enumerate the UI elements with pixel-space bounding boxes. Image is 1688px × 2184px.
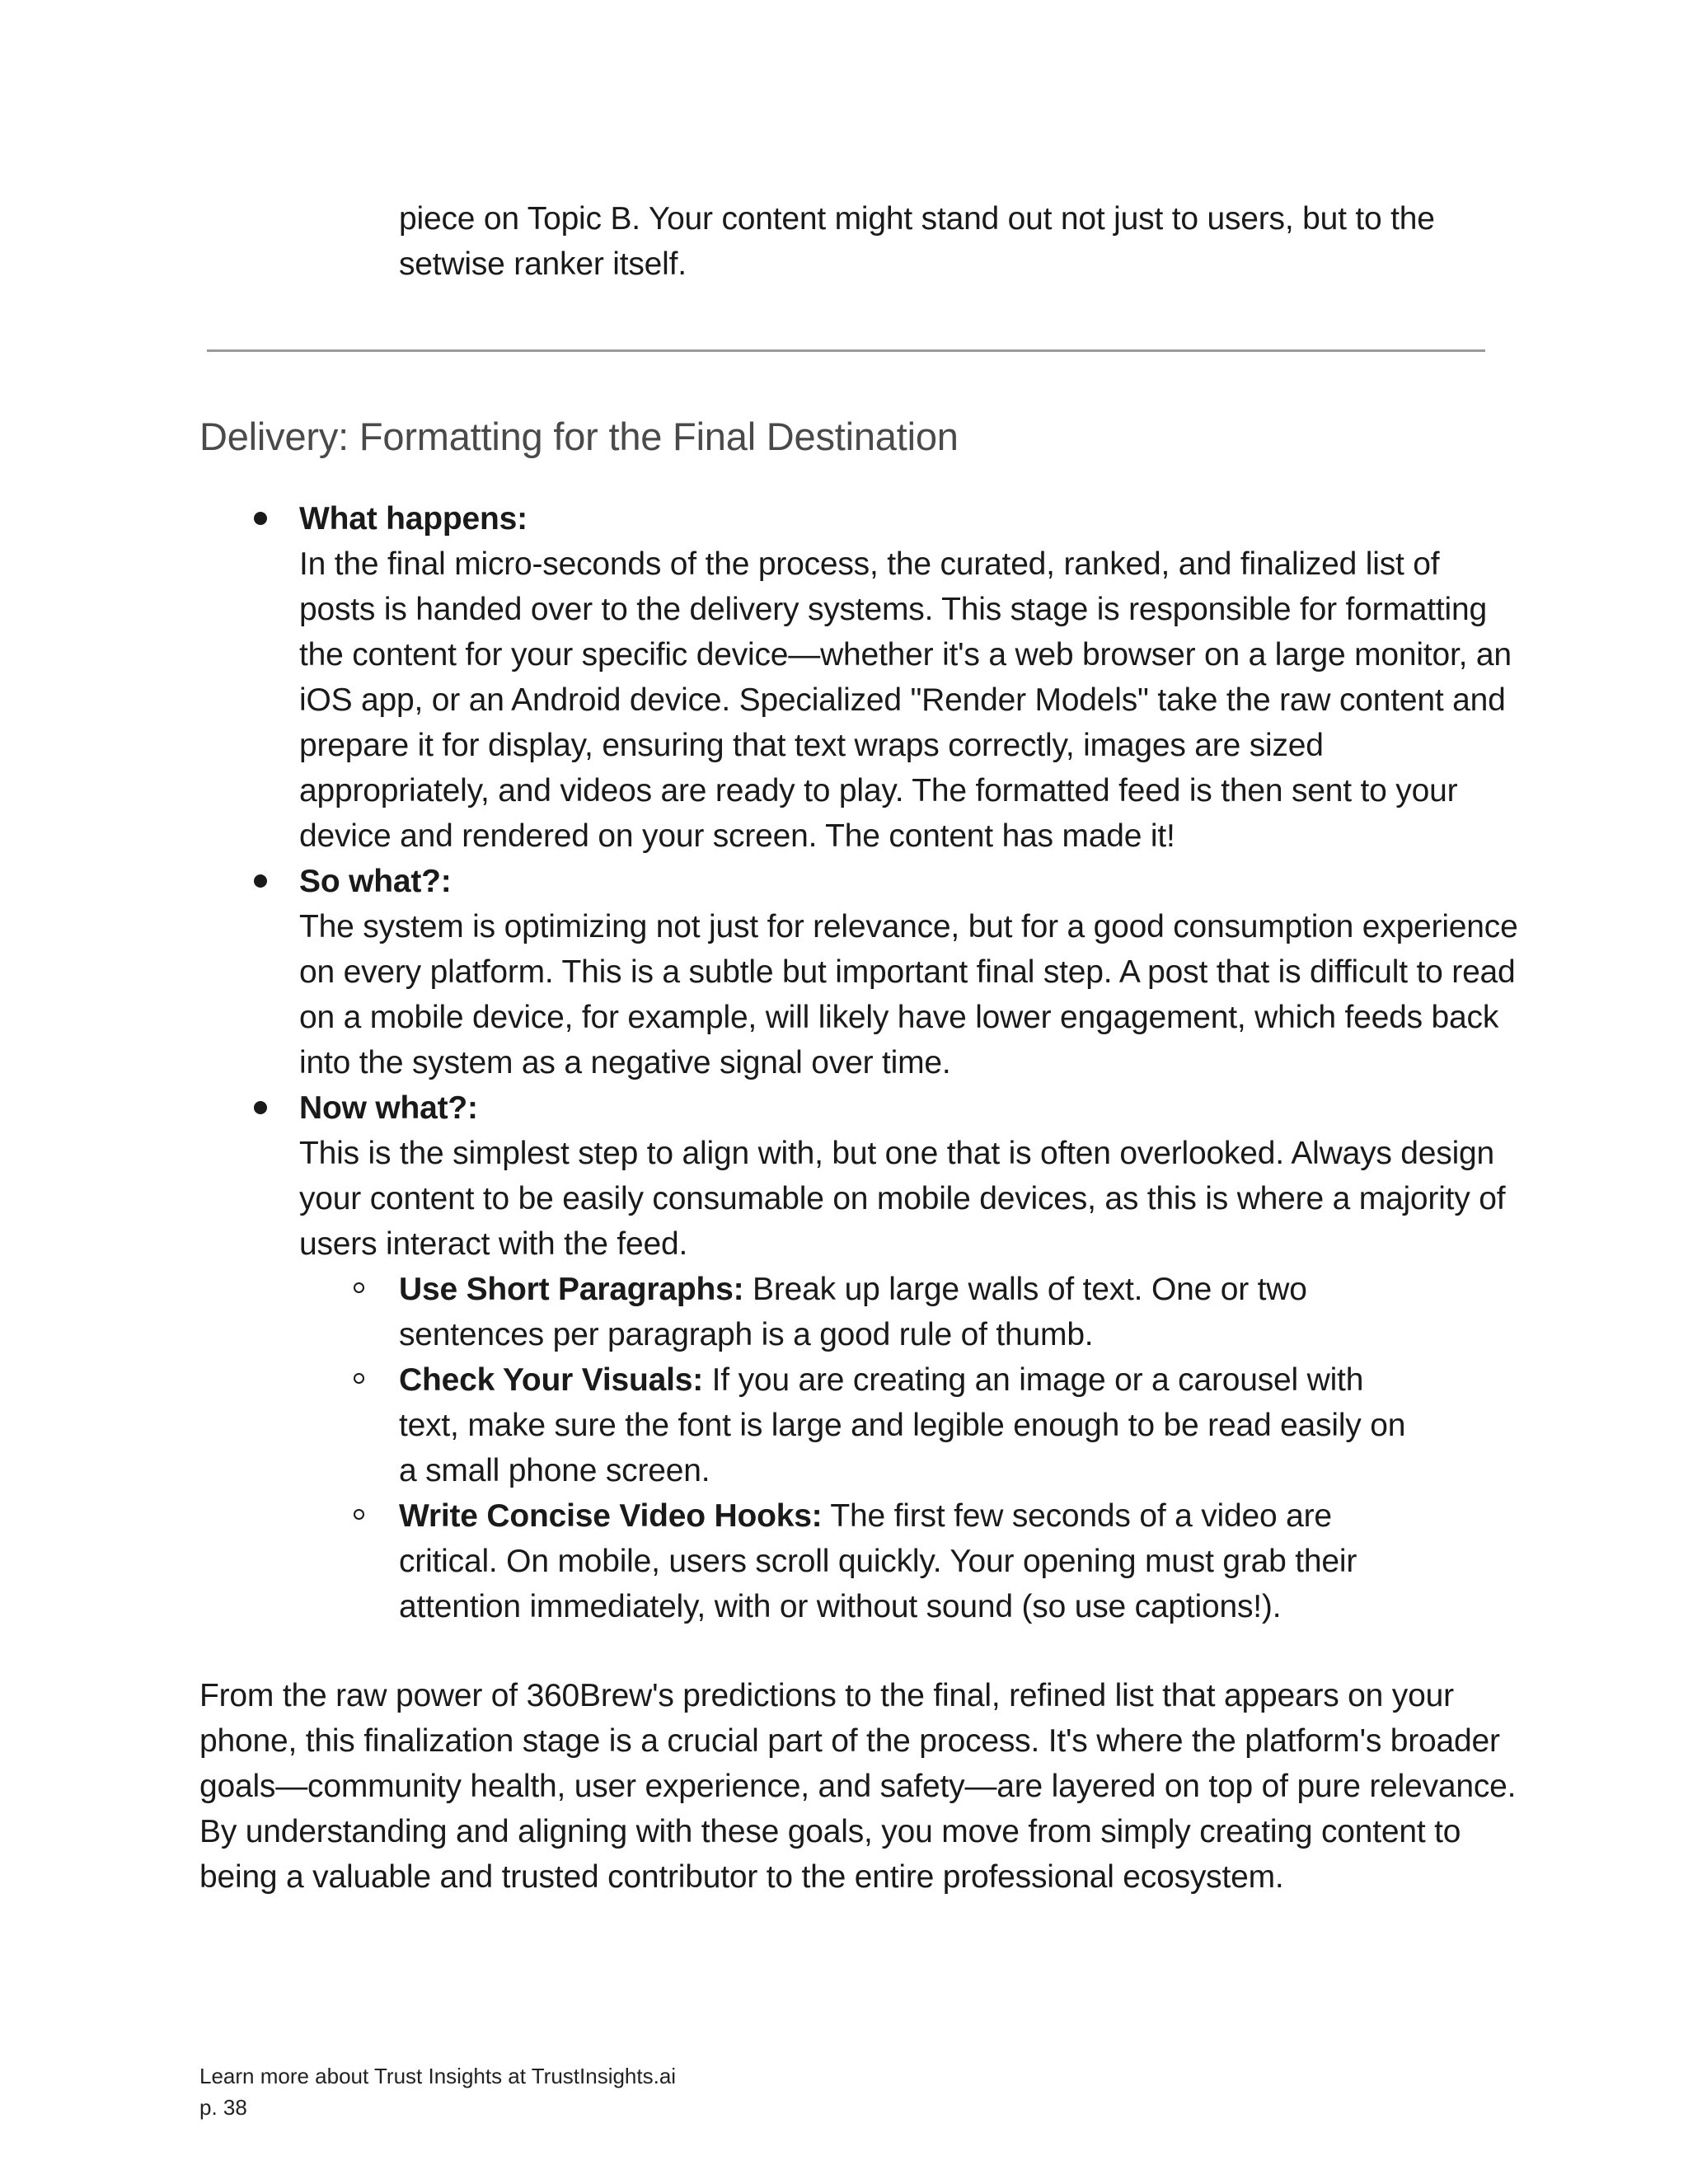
section-heading: Delivery: Formatting for the Final Destination (199, 415, 959, 458)
sub-bullet-video-hooks (299, 1493, 1413, 1629)
sub-bullet-circle-icon (354, 1373, 364, 1384)
sub-bullet-circle-icon (354, 1509, 364, 1520)
sub-bullet-check-visuals (299, 1357, 1413, 1493)
bullet-label: What happens: (299, 501, 528, 537)
bullet-so-what (199, 859, 1518, 1085)
sub-bullet-label: Check Your Visuals: (399, 1362, 704, 1398)
bullet-body: This is the simplest step to align with, but one that is often overlooked. Always design your content to be easily consumable on mobile devices, as this is where a majority of users interact with the feed. (299, 1136, 1506, 1262)
sub-bullet-list (299, 1267, 1518, 1629)
bullet-dot-icon (254, 874, 267, 888)
footer-tagline: Learn more about Trust Insights at TrustInsights.ai (199, 2064, 677, 2088)
page-footer (199, 2060, 676, 2123)
bullet-label: So what?: (299, 864, 452, 899)
sub-bullet-text: Break up large walls of text. One or two sentences per paragraph is a good rule of thumb. (399, 1272, 1307, 1352)
sub-bullet-label: Write Concise Video Hooks: (399, 1498, 823, 1534)
bullet-now-what (199, 1085, 1518, 1629)
bullet-body: In the final micro-seconds of the process, the curated, ranked, and finalized list of posts is handed over to the delivery systems. This stage is responsible for formatting the content for your specific device—whether it's a web browser on a large monitor, an iOS app, or an Android device. Specialized "Render Models" take the raw content and prepare it for display, ensuring that text wraps correctly, images are sized appropriately, and videos are ready to play. The formatted feed is then sent to your device and rendered on your screen. The content has made it! (299, 546, 1512, 854)
bullet-dot-icon (254, 512, 267, 525)
bullet-label: Now what?: (299, 1090, 478, 1126)
sub-bullet-text: The first few seconds of a video are critical. On mobile, users scroll quickly. Your opening must grab their attention immediately, with or without sound (so use captions!). (399, 1498, 1357, 1624)
bullet-list (199, 496, 1518, 1629)
bullet-body: The system is optimizing not just for relevance, but for a good consumption experience on every platform. This is a subtle but important final step. A post that is difficult to read on a mobile device, for example, will likely have lower engagement, which feeds back into the system as a negative signal over time. (299, 909, 1518, 1080)
bullet-dot-icon (254, 1101, 267, 1114)
sub-bullet-label: Use Short Paragraphs: (399, 1272, 744, 1307)
bullet-what-happens (199, 496, 1518, 859)
page-number: p. 38 (199, 2095, 247, 2120)
sub-bullet-circle-icon (354, 1282, 364, 1293)
continued-paragraph: piece on Topic B. Your content might stand out not just to users, but to the setwise ranker itself. (399, 201, 1435, 282)
horizontal-divider (207, 349, 1485, 352)
sub-bullet-text: If you are creating an image or a carousel with text, make sure the font is large and legible enough to be read easily on a small phone screen. (399, 1362, 1406, 1488)
closing-paragraph: From the raw power of 360Brew's predictions to the final, refined list that appears on your phone, this finalization stage is a crucial part of the process. It's where the platform's broader goals—community health, user experience, and safety—are layered on top of pure relevance. By understanding and aligning with these goals, you move from simply creating content to being a valuable and trusted contributor to the entire professional ecosystem. (199, 1678, 1517, 1895)
sub-bullet-short-paragraphs (299, 1267, 1413, 1357)
